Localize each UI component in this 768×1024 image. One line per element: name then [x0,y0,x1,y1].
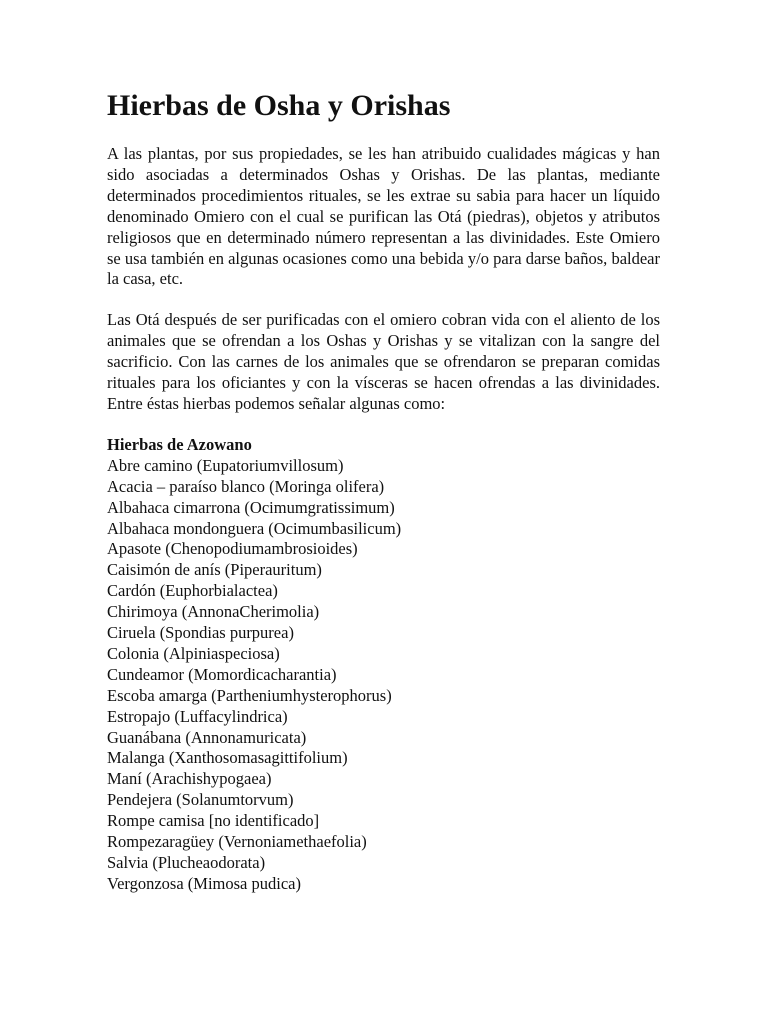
list-item: Salvia (Plucheaodorata) [107,853,266,872]
list-heading: Hierbas de Azowano [107,434,252,454]
list-item: Malanga (Xanthosomasagittifolium) [107,748,348,768]
list-item: Acacia – paraíso blanco (Moringa olifera) [107,476,385,496]
list-item: Guanábana (Annonamuricata) [107,727,307,747]
list-item: Abre camino (Eupatoriumvillosum) [107,455,344,475]
ota-paragraph: Las Otá después de ser purificadas con el omiero cobran vida con el aliento de los animales que se ofrendan a los Oshas y Orishas y se vitalizan con la sangre del sacrificio. Con las carnes de los animales que se ofrendaron se preparan comidas rituales para los oficiantes y con la vísceras se hacen ofrendas a las divinidades. Entre éstas hierbas podemos señalar algunas como: [107,310,660,413]
list-item: Escoba amarga (Partheniumhysterophorus) [107,685,392,705]
list-item: Vergonzosa (Mimosa pudica) [107,873,301,893]
herb-list [107,456,660,895]
list-item: Pendejera (Solanumtorvum) [107,790,294,810]
document-page [107,88,660,895]
page-title: Hierbas de Osha y Orishas [107,89,451,122]
list-item: Apasote (Chenopodiumambrosioides) [107,539,358,559]
list-item: Cundeamor (Momordicacharantia) [107,664,337,684]
list-item: Rompe camisa [no identificado] [107,811,320,831]
list-item: Chirimoya (AnnonaCherimolia) [107,602,320,622]
list-item: Albahaca cimarrona (Ocimumgratissimum) [107,497,395,517]
list-item: Rompezaragüey (Vernoniamethaefolia) [107,832,367,852]
list-item: Albahaca mondonguera (Ocimumbasilicum) [107,518,402,538]
list-item: Ciruela (Spondias purpurea) [107,623,294,643]
list-item: Caisimón de anís (Piperauritum) [107,560,322,580]
list-item: Maní (Arachishypogaea) [107,769,272,789]
list-item: Cardón (Euphorbialactea) [107,581,278,601]
list-item: Estropajo (Luffacylindrica) [107,706,288,726]
intro-paragraph: A las plantas, por sus propiedades, se les han atribuido cualidades mágicas y han sido asociadas a determinados Oshas y Orishas. De las plantas, mediante determinados procedimientos rituales, se les extrae su sabia para hacer un líquido denominado Omiero con el cual se purifican las Otá (piedras), objetos y atributos religiosos que en determinado número representan a las divinidades. Este Omiero se usa también en algunas ocasiones como una bebida y/o para darse baños, baldear la casa, etc. [107,144,660,289]
list-item: Colonia (Alpiniaspeciosa) [107,643,280,663]
